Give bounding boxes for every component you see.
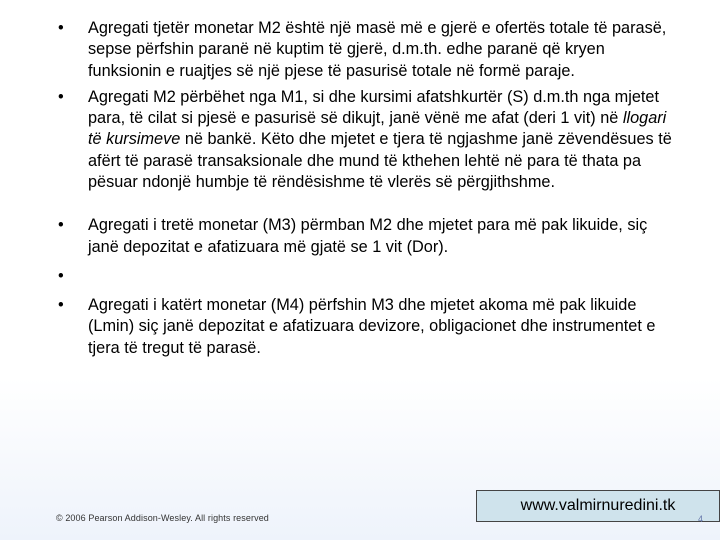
copyright-notice: © 2006 Pearson Addison-Wesley. All rights reserved	[56, 513, 269, 523]
bullet-text-end: në bankë. Këto dhe mjetet e tjera të ngjashme janë zëvendësues të afërt të parasë transaksionale dhe mund të kthehen lehtë në para të thata pa pësuar ndonjë humbje të rëndësishme të vlerës së përgjithshme.	[88, 130, 672, 192]
bullet-text: Agregati tjetër monetar M2 është një masë më e gjerë e ofertës totale të parasë, sepse përfshin paranë në kuptim të gjerë, d.m.th. edhe paranë që kryen funksionin e ruajtjes së një pjese të pasurisë totale në formë paraje.	[88, 19, 667, 80]
bullet-text: Agregati i tretë monetar (M3) përmban M2 dhe mjetet para më pak likuide, siç janë depozitat e afatizuara më gjatë se 1 vit (Dor).	[88, 216, 648, 256]
bullet-m2-definition	[56, 18, 676, 82]
bullet-empty	[56, 266, 676, 287]
bullet-m3-definition	[56, 215, 676, 258]
bullet-text-start: Agregati M2 përbëhet nga M1, si dhe kursimi afatshkurtër (S) d.m.th nga mjetet para, të cilat si pjesë e pasurisë së dikujt, janë vënë me afat (deri 1 vit) në	[88, 87, 660, 128]
bullet-text: Agregati i katërt monetar (M4) përfshin M3 dhe mjetet akoma më pak likuide (Lmin) siç janë depozitat e afatizuara devizore, obligacionet dhe instrumentet e tjera të tregut të parasë.	[88, 295, 656, 357]
bullet-m2-composition	[56, 87, 676, 193]
website-url-link[interactable]: www.valmirnuredini.tk	[476, 490, 720, 522]
bullet-list	[56, 18, 676, 359]
page-number: 4	[698, 514, 704, 524]
bullet-m4-definition	[56, 295, 676, 359]
bullet-text-italic: llogari të kursimeve	[88, 109, 667, 149]
